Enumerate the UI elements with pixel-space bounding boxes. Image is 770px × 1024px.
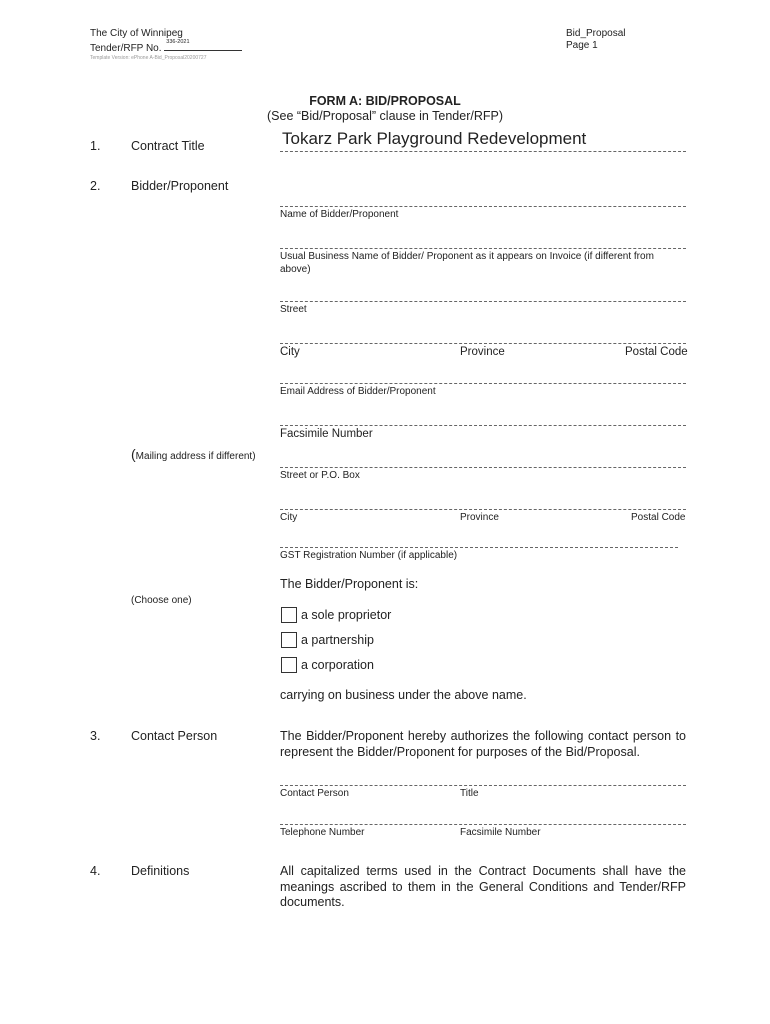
sole-proprietor-label: a sole proprietor [301, 608, 392, 622]
postal-code-label: Postal Code [625, 346, 688, 358]
tender-label: Tender/RFP No. [90, 43, 162, 54]
name-label: Name of Bidder/Proponent [280, 209, 399, 220]
street-po-label: Street or P.O. Box [280, 470, 360, 481]
telephone-label: Telephone Number [280, 827, 365, 838]
choose-one-note: (Choose one) [131, 595, 192, 606]
mailing-paren: ( [131, 446, 136, 462]
gst-line[interactable] [280, 547, 678, 548]
template-note: Template Version: ePhone A-Bid_Proposal20200727 [90, 55, 207, 61]
sole-proprietor-checkbox[interactable] [281, 607, 297, 623]
contact-title-label: Title [460, 788, 479, 799]
mailing-address-note [131, 446, 256, 464]
partnership-label: a partnership [301, 633, 374, 647]
gst-label: GST Registration Number (if applicable) [280, 550, 458, 561]
section-1-label: Contract Title [131, 139, 205, 153]
contract-title-value[interactable]: Tokarz Park Playground Redevelopment [282, 129, 587, 148]
section-2-label: Bidder/Proponent [131, 179, 229, 193]
email-line[interactable] [280, 383, 686, 384]
usual-name-line[interactable] [280, 248, 686, 249]
city2-label: City [280, 512, 298, 523]
tender-number-field[interactable] [164, 40, 242, 51]
street-label: Street [280, 304, 307, 315]
carrying-business-text: carrying on business under the above name. [280, 688, 527, 702]
tender-number: 336-2021 [166, 39, 190, 45]
contract-title-line [280, 151, 686, 152]
header-tender [90, 40, 242, 54]
corporation-label: a corporation [301, 658, 374, 672]
street-line[interactable] [280, 301, 686, 302]
usual-name-label: Usual Business Name of Bidder/ Proponent as it appears on Invoice (if different from [280, 251, 654, 262]
city-line[interactable] [280, 343, 686, 344]
form-subtitle: (See “Bid/Proposal” clause in Tender/RFP) [267, 109, 503, 123]
partnership-checkbox[interactable] [281, 632, 297, 648]
name-line[interactable] [280, 206, 686, 207]
corporation-checkbox[interactable] [281, 657, 297, 673]
street-po-line[interactable] [280, 467, 686, 468]
fax-label: Facsimile Number [280, 428, 373, 440]
header-page: Page 1 [566, 40, 598, 51]
definitions-paragraph: All capitalized terms used in the Contract Documents shall have the meanings ascribed to them in the General Conditions and Tender/RFP documents. [280, 864, 686, 909]
contact-fax-label: Facsimile Number [460, 827, 541, 838]
section-2-number: 2. [90, 179, 101, 193]
section-4-number: 4. [90, 864, 101, 878]
section-3-label: Contact Person [131, 729, 218, 743]
city2-line[interactable] [280, 509, 686, 510]
contact-person-line[interactable] [280, 785, 686, 786]
fax-line[interactable] [280, 425, 686, 426]
header-city: The City of Winnipeg [90, 28, 183, 39]
postal-code2-label: Postal Code [631, 512, 686, 523]
header-doc-name: Bid_Proposal [566, 28, 626, 39]
city-label: City [280, 346, 300, 358]
contact-paragraph: The Bidder/Proponent hereby authorizes the following contact person to represent the Bidder/Proponent for purposes of the Bid/Proposal. [280, 729, 686, 759]
section-4-label: Definitions [131, 864, 190, 878]
contact-person-label: Contact Person [280, 788, 349, 799]
mailing-label: Mailing address if different) [135, 451, 256, 462]
email-label: Email Address of Bidder/Proponent [280, 386, 436, 397]
bidder-type-heading: The Bidder/Proponent is: [280, 577, 419, 591]
province2-label: Province [460, 512, 499, 523]
section-1-number: 1. [90, 139, 101, 153]
province-label: Province [460, 346, 505, 358]
section-3-number: 3. [90, 729, 101, 743]
telephone-line[interactable] [280, 824, 686, 825]
form-title: FORM A: BID/PROPOSAL [309, 94, 461, 108]
usual-name-label-2: above) [280, 264, 311, 275]
